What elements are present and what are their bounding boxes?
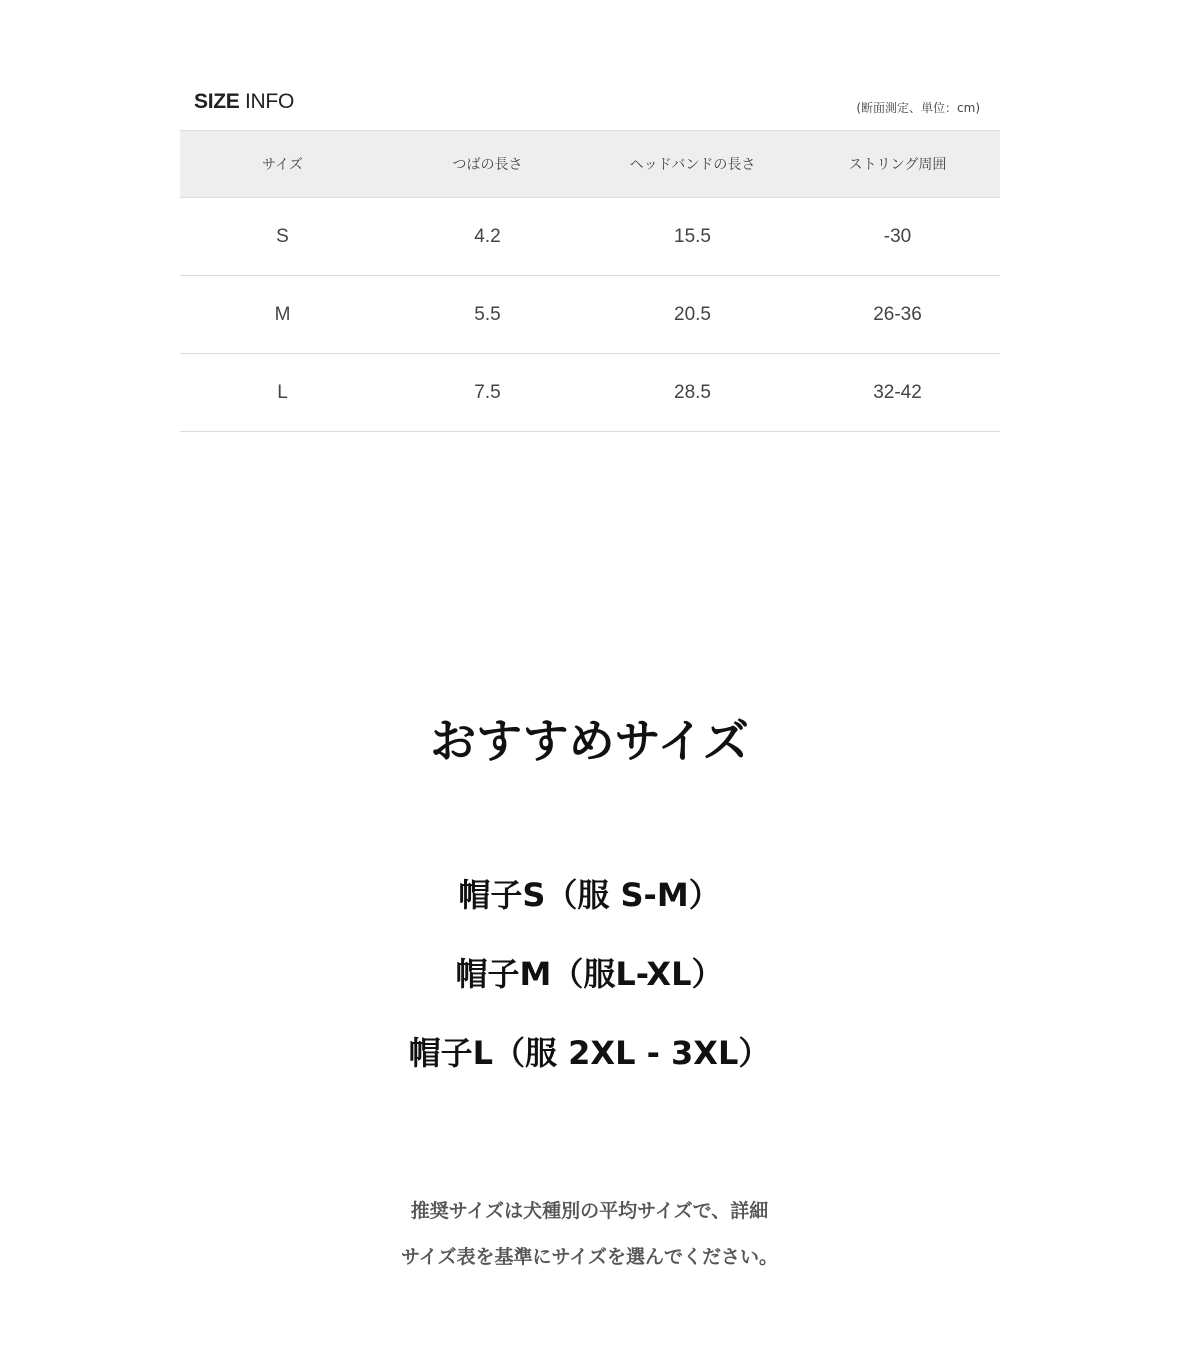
size-info-title-bold: SIZE — [194, 90, 240, 113]
footnote-line-2: サイズ表を基準にサイズを選んでください。 — [401, 1246, 778, 1268]
column-header-size: サイズ — [180, 131, 385, 198]
table-cell-size: M — [180, 276, 385, 354]
recommended-size-item-s: 帽子S（服 S-M） — [458, 876, 721, 914]
table-row — [180, 198, 1000, 276]
column-header-headband-length: ヘッドバンドの長さ — [590, 131, 795, 198]
measurement-unit-note: (断面測定、単位：cm) — [856, 101, 980, 115]
table-cell-brim-length: 5.5 — [385, 276, 590, 354]
size-info-title — [194, 90, 294, 114]
table-cell-string-circumference: 32-42 — [795, 354, 1000, 432]
table-cell-string-circumference: 26-36 — [795, 276, 1000, 354]
column-header-string-circumference: ストリング周囲 — [795, 131, 1000, 198]
table-cell-headband-length: 20.5 — [590, 276, 795, 354]
footnote-line-1: 推奨サイズは犬種別の平均サイズで、詳細 — [410, 1200, 769, 1222]
table-cell-headband-length: 28.5 — [590, 354, 795, 432]
table-cell-string-circumference: -30 — [795, 198, 1000, 276]
size-table-header-row — [180, 131, 1000, 198]
recommended-size-item-m: 帽子M（服L-XL） — [455, 955, 724, 993]
size-info-header — [180, 86, 1000, 130]
table-cell-headband-length: 15.5 — [590, 198, 795, 276]
size-info-section — [180, 86, 1000, 432]
size-recommendation-footnote — [0, 1192, 1179, 1284]
table-row — [180, 276, 1000, 354]
size-table — [180, 130, 1000, 432]
table-cell-brim-length: 7.5 — [385, 354, 590, 432]
table-cell-size: L — [180, 354, 385, 432]
column-header-brim-length: つばの長さ — [385, 131, 590, 198]
recommended-size-item-l: 帽子L（服 2XL - 3XL） — [408, 1034, 771, 1072]
size-info-title-rest: INFO — [239, 90, 294, 113]
recommended-size-title: おすすめサイズ — [430, 714, 749, 768]
table-cell-brim-length: 4.2 — [385, 198, 590, 276]
table-cell-size: S — [180, 198, 385, 276]
recommended-size-list — [0, 870, 1179, 1107]
table-row — [180, 354, 1000, 432]
